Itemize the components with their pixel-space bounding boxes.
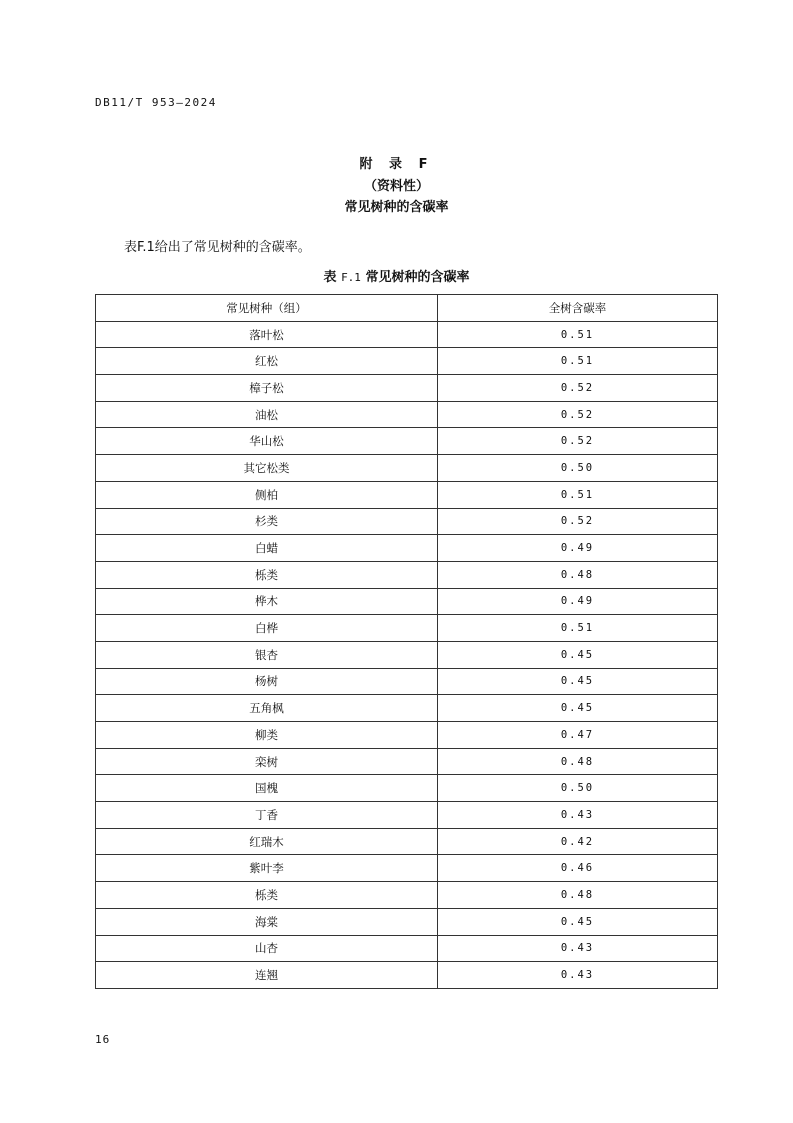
table-caption-title: 常见树种的含碳率 — [365, 270, 470, 285]
appendix-nature: （资料性） — [363, 179, 429, 194]
table-caption-number: F.1 — [341, 271, 361, 284]
species-cell: 栎类 — [96, 882, 438, 909]
carbon-rate-cell: 0.42 — [438, 828, 718, 855]
carbon-rate-cell: 0.47 — [438, 722, 718, 749]
species-cell: 栾树 — [96, 748, 438, 775]
table-row — [96, 401, 718, 428]
table-row — [96, 481, 718, 508]
table-row — [96, 588, 718, 615]
carbon-rate-cell: 0.52 — [438, 401, 718, 428]
species-cell: 连翘 — [96, 962, 438, 989]
species-cell: 油松 — [96, 401, 438, 428]
table-row — [96, 962, 718, 989]
appendix-label: 附 录 F — [359, 157, 434, 172]
species-cell: 丁香 — [96, 802, 438, 829]
table-row — [96, 855, 718, 882]
carbon-rate-cell: 0.50 — [438, 775, 718, 802]
table-row — [96, 321, 718, 348]
carbon-rate-cell: 0.48 — [438, 748, 718, 775]
table-row — [96, 561, 718, 588]
table-row — [96, 375, 718, 402]
carbon-rate-cell: 0.43 — [438, 935, 718, 962]
species-cell: 五角枫 — [96, 695, 438, 722]
table-row — [96, 455, 718, 482]
carbon-rate-cell: 0.43 — [438, 962, 718, 989]
table-row — [96, 935, 718, 962]
species-cell: 其它松类 — [96, 455, 438, 482]
table-row — [96, 695, 718, 722]
species-cell: 山杏 — [96, 935, 438, 962]
table-row — [96, 641, 718, 668]
species-cell: 杉类 — [96, 508, 438, 535]
species-cell: 桦木 — [96, 588, 438, 615]
standard-code: DB11/T 953—2024 — [95, 96, 217, 109]
species-cell: 栎类 — [96, 561, 438, 588]
table-row — [96, 748, 718, 775]
carbon-rate-cell: 0.49 — [438, 535, 718, 562]
carbon-rate-cell: 0.43 — [438, 802, 718, 829]
carbon-rate-table — [95, 294, 718, 989]
species-cell: 杨树 — [96, 668, 438, 695]
carbon-rate-cell: 0.51 — [438, 321, 718, 348]
table-header-row — [96, 295, 718, 322]
carbon-rate-cell: 0.52 — [438, 508, 718, 535]
carbon-rate-cell: 0.48 — [438, 882, 718, 909]
carbon-rate-cell: 0.45 — [438, 695, 718, 722]
species-cell: 柳类 — [96, 722, 438, 749]
species-cell: 紫叶李 — [96, 855, 438, 882]
carbon-rate-cell: 0.50 — [438, 455, 718, 482]
table-row — [96, 775, 718, 802]
species-cell: 红松 — [96, 348, 438, 375]
carbon-rate-cell: 0.51 — [438, 481, 718, 508]
species-cell: 落叶松 — [96, 321, 438, 348]
table-row — [96, 348, 718, 375]
table-row — [96, 428, 718, 455]
table-row — [96, 908, 718, 935]
table-caption-prefix: 表 — [323, 270, 337, 285]
species-cell: 海棠 — [96, 908, 438, 935]
carbon-rate-cell: 0.48 — [438, 561, 718, 588]
carbon-rate-cell: 0.51 — [438, 615, 718, 642]
species-cell: 红瑞木 — [96, 828, 438, 855]
column-header-species: 常见树种（组） — [96, 295, 438, 322]
table-body — [96, 321, 718, 988]
table-row — [96, 722, 718, 749]
intro-paragraph: 表F.1给出了常见树种的含碳率。 — [124, 240, 311, 255]
column-header-rate: 全树含碳率 — [438, 295, 718, 322]
carbon-rate-cell: 0.45 — [438, 641, 718, 668]
species-cell: 华山松 — [96, 428, 438, 455]
table-row — [96, 882, 718, 909]
species-cell: 白蜡 — [96, 535, 438, 562]
species-cell: 国槐 — [96, 775, 438, 802]
table-row — [96, 615, 718, 642]
table-caption — [0, 266, 793, 285]
carbon-rate-cell: 0.52 — [438, 428, 718, 455]
species-cell: 白桦 — [96, 615, 438, 642]
carbon-rate-cell: 0.46 — [438, 855, 718, 882]
carbon-rate-cell: 0.49 — [438, 588, 718, 615]
appendix-title: 常见树种的含碳率 — [344, 200, 449, 215]
species-cell: 樟子松 — [96, 375, 438, 402]
carbon-rate-cell: 0.45 — [438, 908, 718, 935]
species-cell: 侧柏 — [96, 481, 438, 508]
carbon-rate-cell: 0.52 — [438, 375, 718, 402]
carbon-rate-cell: 0.45 — [438, 668, 718, 695]
carbon-rate-cell: 0.51 — [438, 348, 718, 375]
table-row — [96, 802, 718, 829]
table-row — [96, 508, 718, 535]
page-number: 16 — [95, 1033, 111, 1046]
table-row — [96, 828, 718, 855]
table-row — [96, 668, 718, 695]
table-row — [96, 535, 718, 562]
species-cell: 银杏 — [96, 641, 438, 668]
